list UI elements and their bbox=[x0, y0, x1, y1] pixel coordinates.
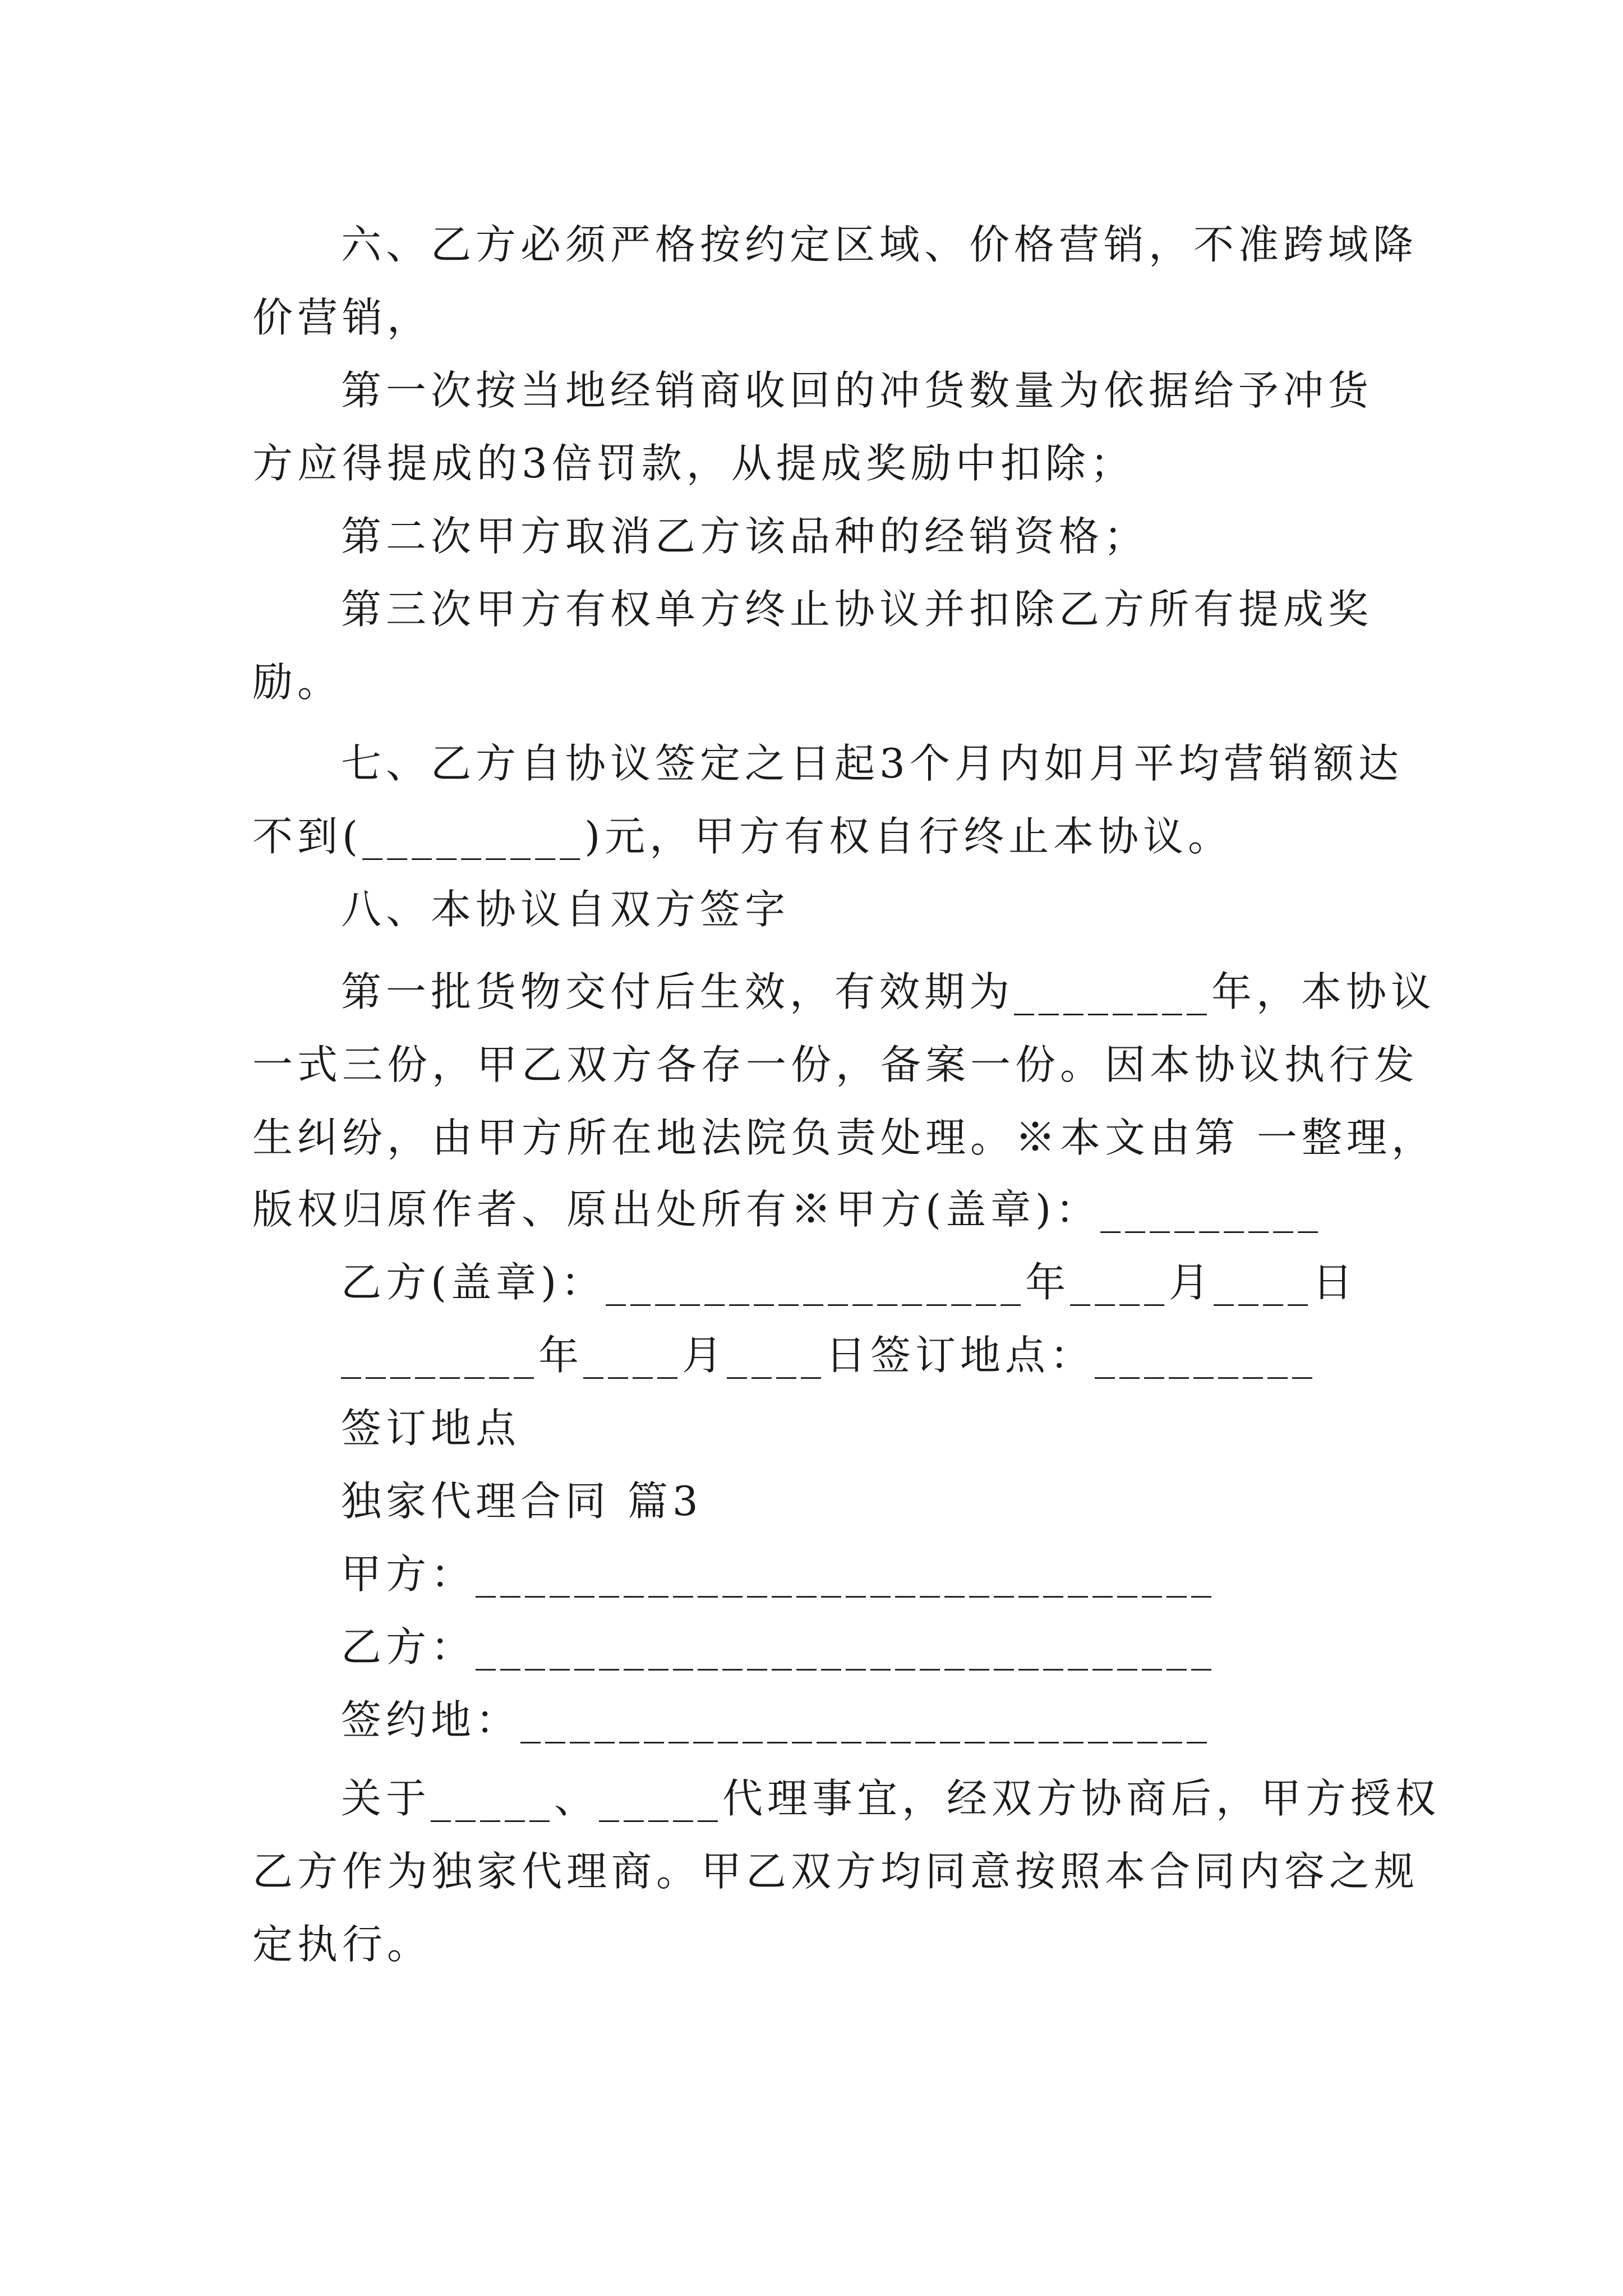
clause-7-line-1: 七、乙方自协议签定之日起3个月内如月平均营销额达 bbox=[341, 740, 1403, 787]
first-offense-line-2: 方应得提成的3倍罚款，从提成奖励中扣除； bbox=[252, 440, 1135, 487]
second-offense-line: 第二次甲方取消乙方该品种的经销资格； bbox=[341, 513, 1149, 560]
clause-6-line-2: 价营销， bbox=[252, 294, 432, 341]
party-b-seal-line: 乙方(盖章)：_________________年____月____日 bbox=[341, 1259, 1358, 1306]
signing-location-line: 签约地：____________________________ bbox=[341, 1696, 1212, 1743]
section-title: 独家代理合同 篇3 bbox=[341, 1478, 703, 1525]
third-offense-line-1: 第三次甲方有权单方终止协议并扣除乙方所有提成奖 bbox=[341, 586, 1373, 633]
agency-intro-line-2: 乙方作为独家代理商。甲乙双方均同意按照本合同内容之规 bbox=[252, 1848, 1419, 1895]
clause-6-line-1: 六、乙方必须严格按约定区域、价格营销，不准跨域降 bbox=[341, 221, 1418, 268]
third-offense-line-2: 励。 bbox=[252, 659, 343, 706]
clause-7-line-2: 不到(_________)元，甲方有权自行终止本协议。 bbox=[252, 813, 1233, 860]
signing-date-place-line: ________年____月____日签订地点：_________ bbox=[341, 1332, 1317, 1379]
signing-place-label: 签订地点 bbox=[341, 1405, 521, 1452]
party-b-line: 乙方：______________________________ bbox=[341, 1623, 1216, 1671]
first-offense-line-1: 第一次按当地经销商收回的冲货数量为依据给予冲货 bbox=[341, 367, 1373, 414]
clause-8-line: 八、本协议自双方签字 bbox=[341, 886, 790, 933]
party-a-line: 甲方：______________________________ bbox=[341, 1550, 1216, 1598]
agency-intro-line-1: 关于_____、_____代理事宜，经双方协商后，甲方授权 bbox=[341, 1775, 1441, 1822]
validity-line-3: 生纠纷，由甲方所在地法院负责处理。※本文由第 一整理， bbox=[252, 1114, 1436, 1161]
validity-line-4: 版权归原作者、原出处所有※甲方(盖章)：_________ bbox=[252, 1186, 1323, 1233]
agency-intro-line-3: 定执行。 bbox=[252, 1921, 432, 1968]
validity-line-2: 一式三份，甲乙双方各存一份，备案一份。因本协议执行发 bbox=[252, 1041, 1419, 1088]
validity-line-1: 第一批货物交付后生效，有效期为________年，本协议 bbox=[341, 968, 1436, 1015]
